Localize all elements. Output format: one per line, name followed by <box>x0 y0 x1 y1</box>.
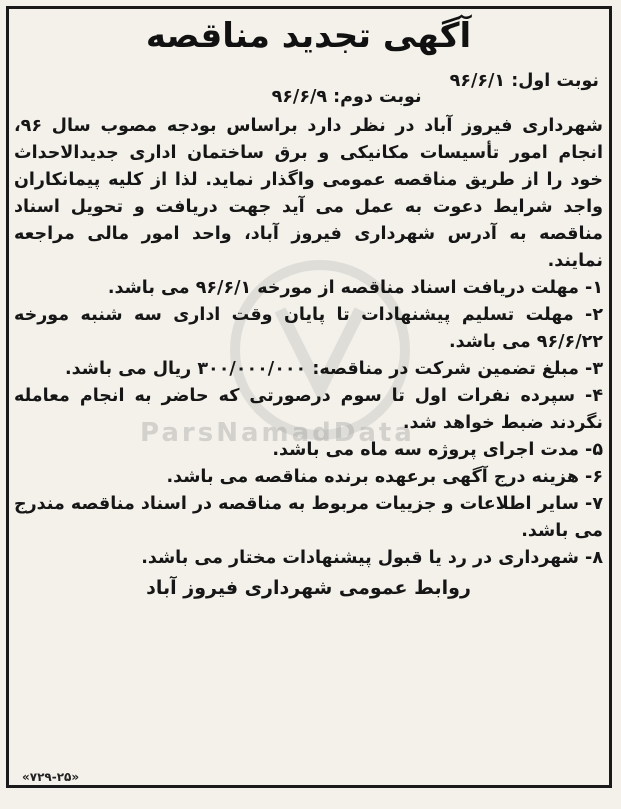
condition-item: ۵- مدت اجرای پروژه سه ماه می باشد. <box>272 440 603 460</box>
notice-code: «۷۲۹-۲۵» <box>22 770 80 784</box>
condition-item: ۶- هزینه درج آگهی برعهده برنده مناقصه می باشد. <box>166 467 603 487</box>
condition-item: ۱- مهلت دریافت اسناد مناقصه از مورخه ۹۶/۶/۱ می باشد. <box>107 278 603 298</box>
condition-item: ۸- شهرداری در رد یا قبول پیشنهادات مختار می باشد. <box>141 548 603 568</box>
signature: روابط عمومی شهرداری فیروز آباد <box>146 577 471 599</box>
condition-item: ۷- سایر اطلاعات و جزییات مربوط به مناقصه در اسناد مناقصه مندرج می باشد. <box>14 494 603 541</box>
second-round-date: نوبت دوم: ۹۶/۶/۹ <box>271 87 422 107</box>
notice-title: آگهی تجدید مناقصه <box>145 16 472 56</box>
notice-content <box>14 12 603 602</box>
first-round-date: نوبت اول: ۹۶/۶/۱ <box>449 71 599 91</box>
watermark-text: ParsNamadData <box>140 418 415 448</box>
notice-intro: شهرداری فیروز آباد در نظر دارد براساس بودجه مصوب سال ۹۶، انجام امور تأسیسات مکانیکی و برق ساختمان اداری جدیدالاحداث خود را از طریق مناقصه عمومی واگذار نماید. لذا از کلیه پیمانکاران واجد شرایط دعوت به عمل می آید جهت دریافت و تحویل اسناد مناقصه به آدرس شهرداری فیروز آباد، واحد امور مالی مراجعه نمایند. <box>14 116 603 271</box>
condition-item: ۳- مبلغ تضمین شرکت در مناقصه: ۳۰۰/۰۰۰/۰۰۰ ریال می باشد. <box>65 359 603 379</box>
conditions-list <box>14 275 603 572</box>
round-dates <box>14 70 599 109</box>
round-dates-column <box>450 70 599 109</box>
condition-item: ۲- مهلت تسلیم پیشنهادات تا پایان وقت اداری سه شنبه مورخه ۹۶/۶/۲۲ می باشد. <box>14 305 603 352</box>
condition-item: ۴- سپرده نفرات اول تا سوم درصورتی که حاضر به انجام معامله نگردند ضبط خواهد شد. <box>14 386 603 433</box>
round-dates-column <box>272 70 422 109</box>
